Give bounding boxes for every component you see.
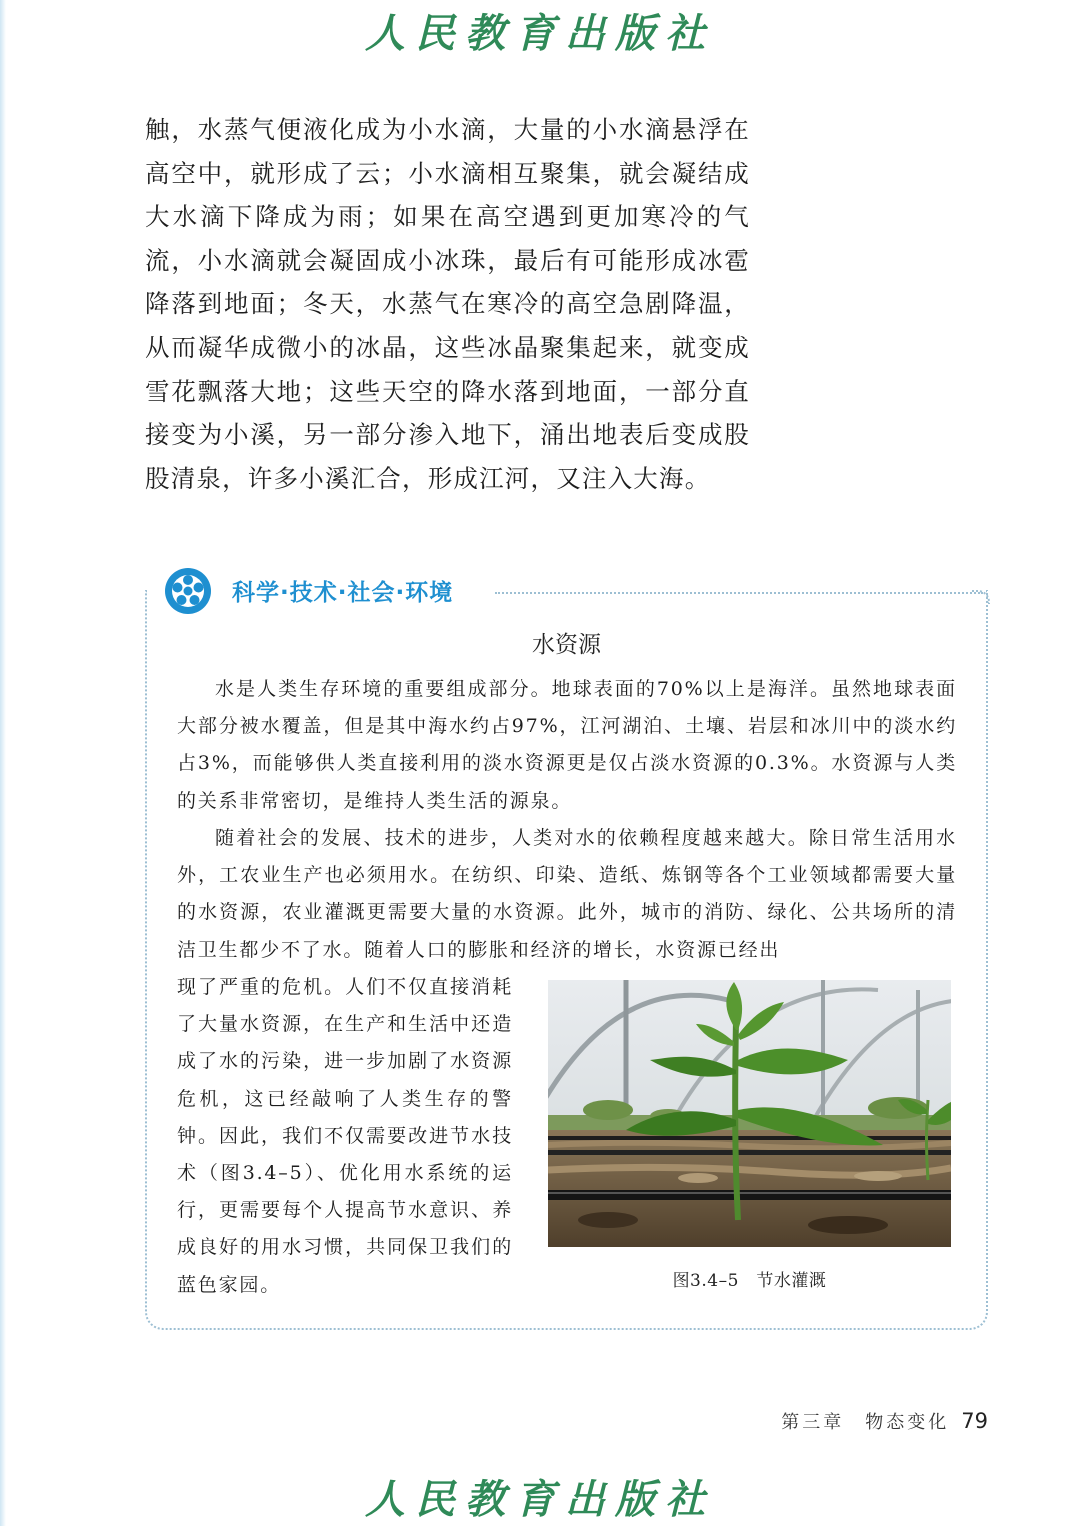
chapter-label: 第三章 物态变化 <box>781 1412 950 1433</box>
section-label: 科学·技术·社会·环境 <box>232 580 454 606</box>
sidebar-box-title: 水资源 <box>532 632 601 658</box>
sidebar-box-header <box>160 565 990 617</box>
sidebar-paragraph-1: 水是人类生存环境的重要组成部分。地球表面的70%以上是海洋。虽然地球表面大部分被水覆盖，但是其中海水约占97%，江河湖泊、土壤、岩层和冰川中的淡水约占3%，而能够供人类直接利用的淡水资源更是仅占淡水资源的0.3%。水资源与人类的关系非常密切，是维持人类生活的源泉。 <box>177 678 957 812</box>
header-dotted-rule <box>495 592 983 594</box>
body-paragraph: 触，水蒸气便液化成为小水滴，大量的小水滴悬浮在高空中，就形成了云；小水滴相互聚集，就会凝结成大水滴下降成为雨；如果在高空遇到更加寒冷的气流，小水滴就会凝固成小冰珠，最后有可能形成冰雹降落到地面；冬天，水蒸气在寒冷的高空急剧降温，从而凝华成微小的冰晶，这些冰晶聚集起来，就变成雪花飘落大地；这些天空的降水落到地面，一部分直接变为小溪，另一部分渗入地下，涌出地表后变成股股清泉，许多小溪汇合，形成江河，又注入大海。 <box>145 115 750 493</box>
publisher-watermark-top: 人民教育出版社 <box>365 10 715 57</box>
drip-irrigation-photo <box>548 980 951 1247</box>
sidebar-paragraph-2: 随着社会的发展、技术的进步，人类对水的依赖程度越来越大。除日常生活用水外，工农业生产也必须用水。在纺织、印染、造纸、炼钢等各个工业领域都需要大量的水资源，农业灌溉更需要大量的水资源。此外，城市的消防、绿化、公共场所的清洁卫生都少不了水。随着人口的膨胀和经济的增长，水资源已经出 <box>177 827 957 961</box>
seedling-illustration <box>548 980 951 1247</box>
figure-caption: 图3.4–5 节水灌溉 <box>672 1271 827 1291</box>
page-footer <box>781 1408 988 1434</box>
page-number: 79 <box>961 1409 988 1433</box>
page-edge-shadow <box>0 0 6 1526</box>
sidebar-paragraph-3: 现了严重的危机。人们不仅直接消耗了大量水资源，在生产和生活中还造成了水的污染，进一步加剧了水资源危机，这已经敲响了人类生存的警钟。因此，我们不仅需要改进节水技术（图3.4–5）、优化用水系统的运行，更需要每个人提高节水意识、养成良好的用水习惯，共同保卫我们的蓝色家园。 <box>177 976 513 1296</box>
film-reel-icon <box>164 567 212 615</box>
publisher-watermark-bottom: 人民教育出版社 <box>365 1476 715 1523</box>
